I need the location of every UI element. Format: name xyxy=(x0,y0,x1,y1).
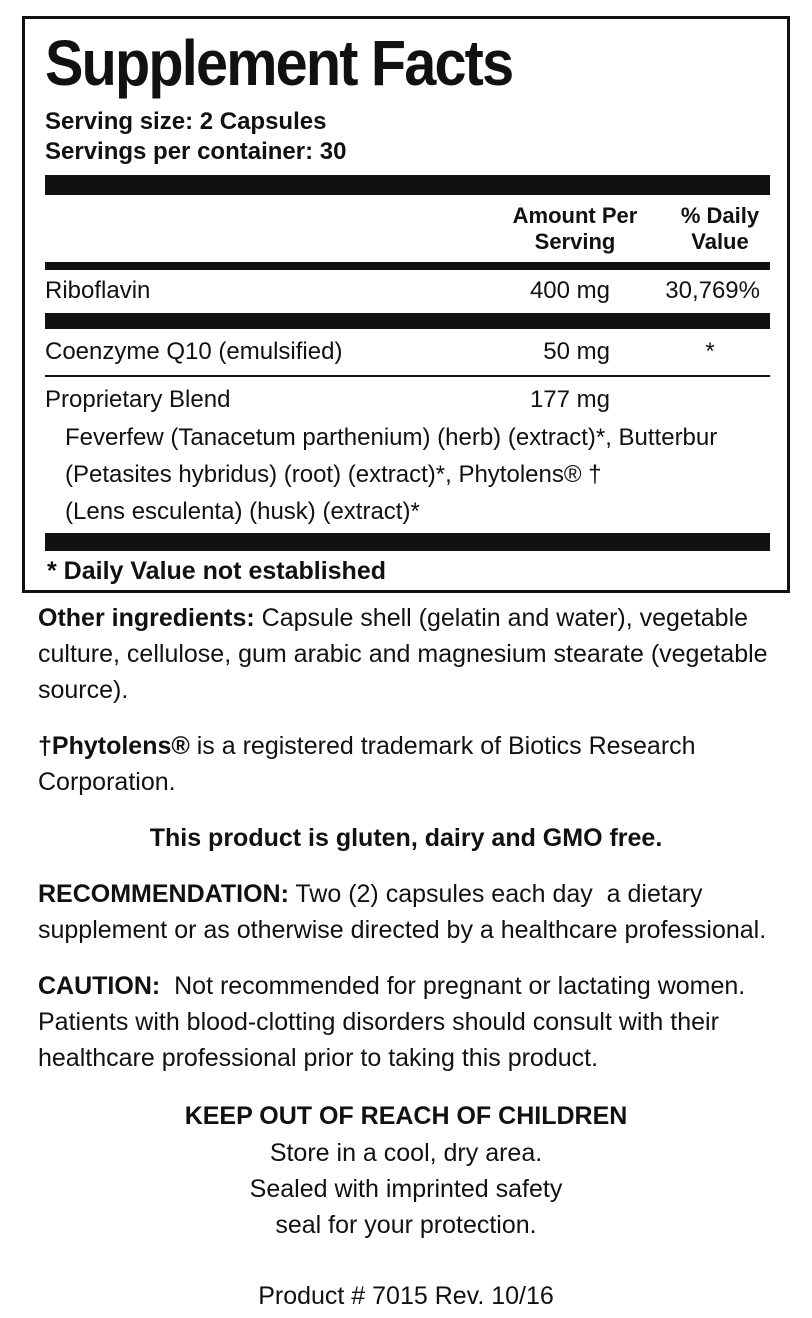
thick-divider xyxy=(45,533,770,551)
free-from-statement: This product is gluten, dairy and GMO free. xyxy=(149,824,663,852)
trademark-notice xyxy=(38,728,778,800)
storage-line: seal for your protection. xyxy=(275,1211,537,1239)
amount-column-header: Amount Per Serving xyxy=(512,203,638,254)
nutrient-name: Coenzyme Q10 (emulsified) xyxy=(45,338,343,365)
blend-ingredient-line: Feverfew (Tanacetum parthenium) (herb) (extract)*, Butterbur xyxy=(65,424,718,451)
thick-divider xyxy=(45,313,770,329)
nutrient-amount: 177 mg xyxy=(529,386,610,413)
recommendation-text: Two (2) capsules each day a dietary supplement or as otherwise directed by a healthcare professional. xyxy=(38,880,767,944)
daily-value-column-header: % Daily Value xyxy=(680,203,760,254)
medium-divider xyxy=(45,262,770,270)
other-ingredients-label: Other ingredients: xyxy=(38,604,255,632)
trademark-label: †Phytolens® xyxy=(38,732,190,760)
blend-ingredient-line: (Petasites hybridus) (root) (extract)*, Phytolens® † xyxy=(65,461,602,488)
nutrient-name: Proprietary Blend xyxy=(45,386,231,413)
storage-line: Store in a cool, dry area. xyxy=(269,1139,543,1167)
recommendation xyxy=(38,876,778,948)
nutrient-daily-value: 30,769% xyxy=(665,277,760,304)
product-number: Product # 7015 Rev. 10/16 xyxy=(258,1282,554,1310)
thin-divider xyxy=(45,375,770,377)
daily-value-footnote: * Daily Value not established xyxy=(47,557,387,585)
blend-ingredient-line: (Lens esculenta) (husk) (extract)* xyxy=(65,498,420,525)
servings-per-container: Servings per container: 30 xyxy=(45,138,347,165)
serving-size: Serving size: 2 Capsules xyxy=(45,108,327,135)
supplement-facts-panel xyxy=(22,16,790,593)
caution-label: CAUTION: xyxy=(38,972,161,1000)
other-ingredients-text: Capsule shell (gelatin and water), vegetable culture, cellulose, gum arabic and magnesium stearate (vegetable source). xyxy=(38,604,768,704)
thick-divider xyxy=(45,175,770,195)
recommendation-label: RECOMMENDATION: xyxy=(38,880,289,908)
keep-out-of-reach-heading: KEEP OUT OF REACH OF CHILDREN xyxy=(184,1102,628,1130)
nutrient-daily-value: * xyxy=(705,338,715,365)
nutrient-amount: 50 mg xyxy=(543,338,610,365)
other-ingredients xyxy=(38,600,778,708)
caution xyxy=(38,968,778,1076)
panel-title: Supplement Facts xyxy=(45,27,513,99)
caution-text: Not recommended for pregnant or lactating women. Patients with blood-clotting disorders should consult with their healthcare professional prior to taking this product. xyxy=(38,972,753,1072)
nutrient-amount: 400 mg xyxy=(529,277,610,304)
trademark-text: is a registered trademark of Biotics Research Corporation. xyxy=(38,732,696,796)
storage-line: Sealed with imprinted safety xyxy=(249,1175,563,1203)
nutrient-name: Riboflavin xyxy=(45,277,151,304)
